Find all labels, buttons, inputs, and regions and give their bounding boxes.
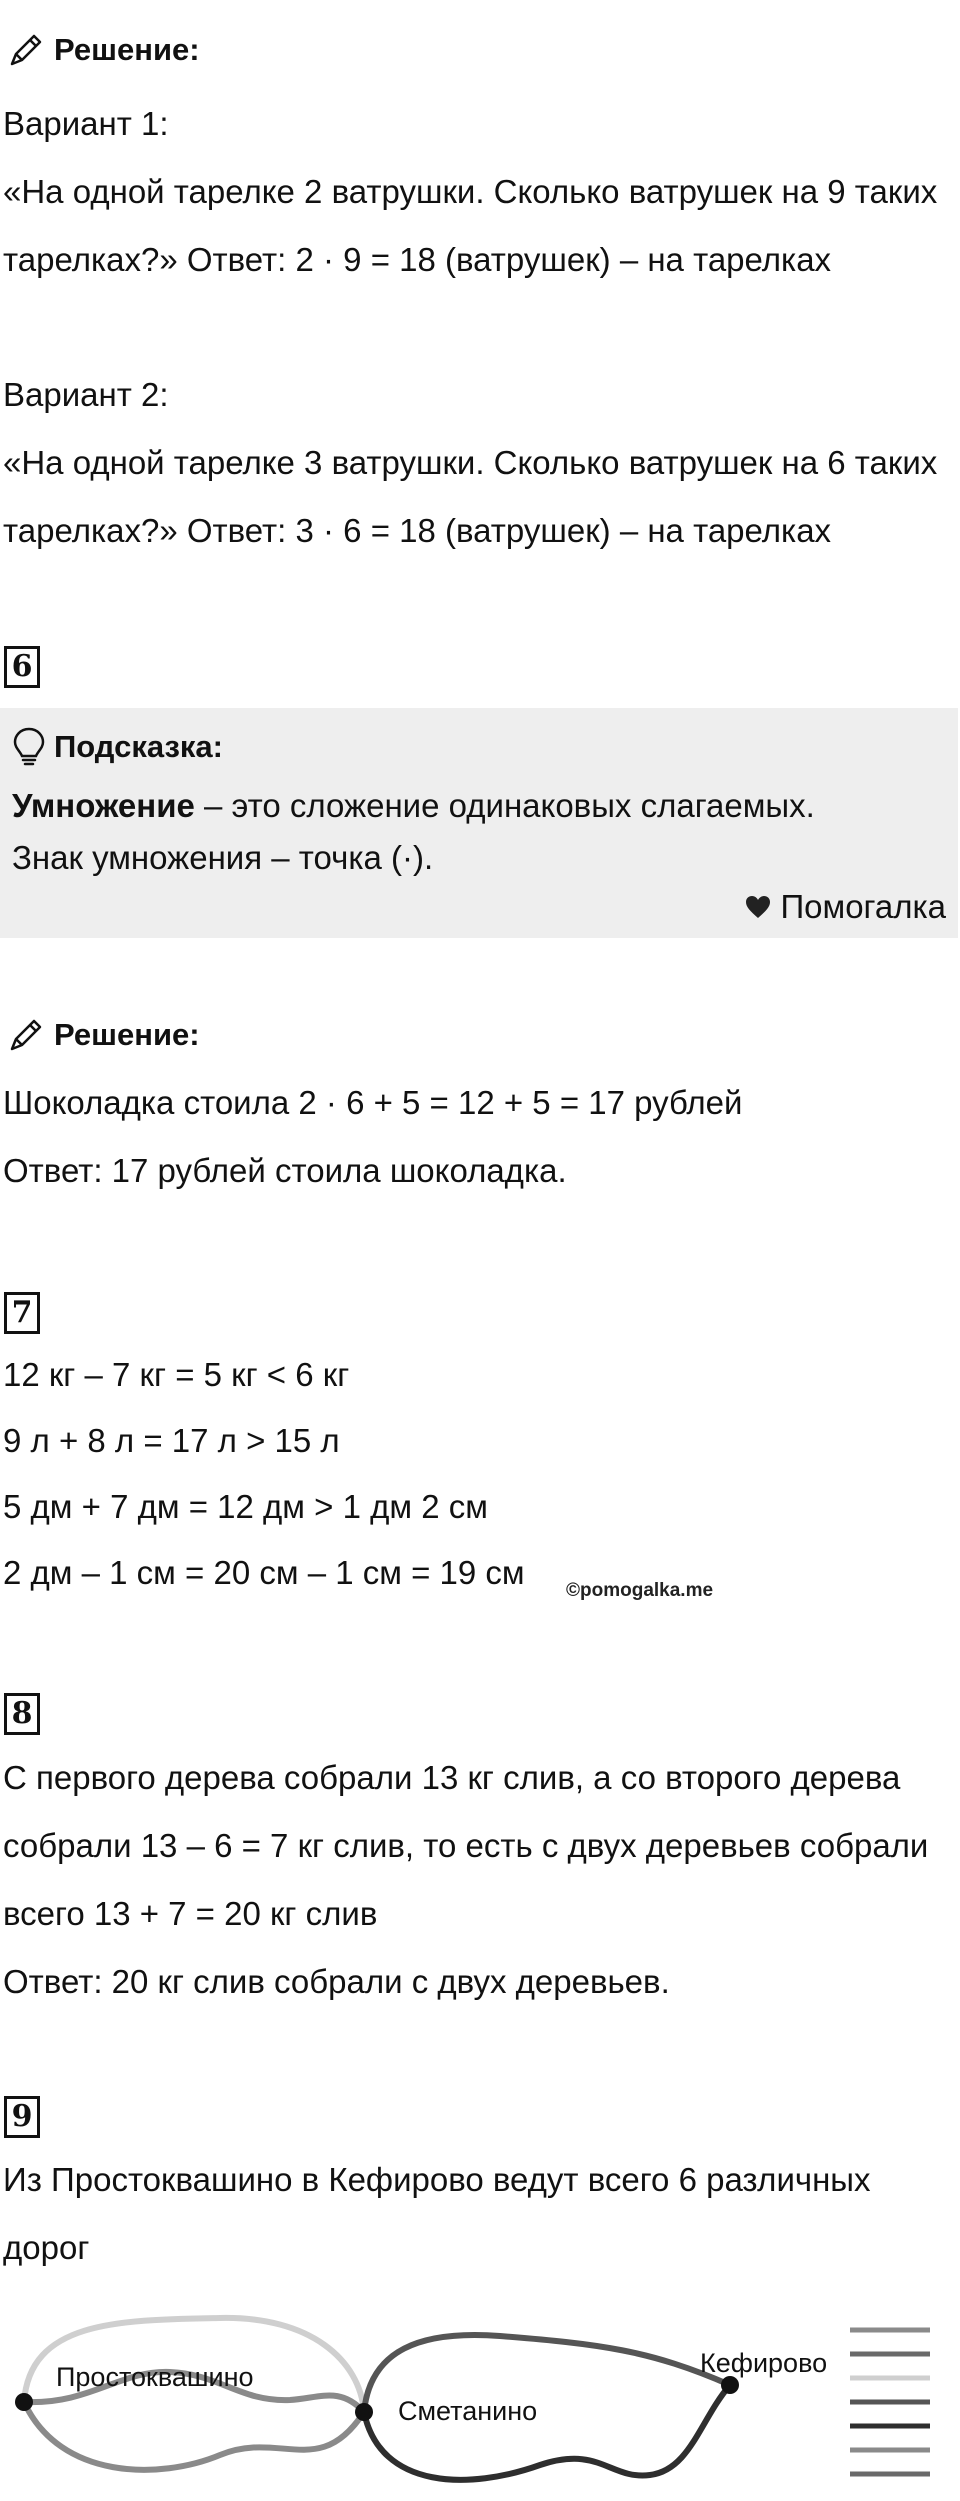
task6-solution-heading (6, 1015, 200, 1055)
task-number-6: 6 (4, 646, 40, 688)
task8-line1: С первого дерева собрали 13 кг слив, а со второго дерева (3, 1759, 901, 1796)
task-number-8: 8 (4, 1693, 40, 1735)
hint-box (0, 708, 958, 938)
task7-line3: 5 дм + 7 дм = 12 дм > 1 дм 2 см (3, 1488, 488, 1525)
hint-line2: Знак умножения – точка (·). (12, 839, 434, 876)
task7-line4: 2 дм – 1 см = 20 см – 1 см = 19 см (3, 1554, 525, 1591)
solution-label: Решение: (54, 32, 200, 67)
variant2-title: Вариант 2: (3, 376, 169, 413)
hint-definition (12, 786, 815, 826)
variant1-title: Вариант 1: (3, 105, 169, 142)
task7-line2: 9 л + 8 л = 17 л > 15 л (3, 1422, 340, 1459)
pencil-icon (6, 30, 46, 70)
task6-solution-label: Решение: (54, 1017, 200, 1052)
task8-line4: Ответ: 20 кг слив собрали с двух деревьев. (3, 1963, 670, 2000)
variant1-line2: тарелках?» Ответ: 2 · 9 = 18 (ватрушек) – на тарелках (3, 241, 832, 278)
hint-heading (12, 726, 223, 768)
hint-brand (744, 888, 946, 926)
variant1-line1: «На одной тарелке 2 ватрушки. Сколько ватрушек на 9 таких (3, 173, 938, 210)
town-label-b: Сметанино (398, 2396, 538, 2426)
roads-map-svg (0, 2290, 960, 2496)
variant2-line1: «На одной тарелке 3 ватрушки. Сколько ватрушек на 6 таких (3, 444, 938, 481)
hint-title: Подсказка: (54, 729, 223, 764)
task-number-9: 9 (4, 2096, 40, 2138)
task6-line1: Шоколадка стоила 2 · 6 + 5 = 12 + 5 = 17 рублей (3, 1084, 743, 1121)
task9-line2: дорог (3, 2229, 90, 2266)
watermark: ©pomogalka.me (566, 1580, 714, 1601)
route-legend (850, 2330, 930, 2474)
road-a-b-lower (24, 2402, 364, 2470)
hint-term: Умножение (12, 787, 195, 824)
solution-heading (6, 30, 200, 70)
task7-line1: 12 кг – 7 кг = 5 кг < 6 кг (3, 1356, 350, 1393)
town-label-a: Простоквашино (56, 2362, 254, 2392)
town-node-a (15, 2393, 33, 2411)
lightbulb-icon (12, 726, 46, 768)
task9-line1: Из Простоквашино в Кефирово ведут всего 6 различных (3, 2161, 871, 2198)
task6-line2: Ответ: 17 рублей стоила шоколадка. (3, 1152, 567, 1189)
roads-map (0, 2290, 960, 2496)
brand-label: Помогалка (780, 888, 946, 925)
town-node-b (355, 2403, 373, 2421)
pencil-icon (6, 1015, 46, 1055)
variant2-line2: тарелках?» Ответ: 3 · 6 = 18 (ватрушек) – на тарелках (3, 512, 832, 549)
task8-line3: всего 13 + 7 = 20 кг слив (3, 1895, 378, 1932)
town-label-c: Кефирово (700, 2348, 828, 2378)
heart-icon (744, 894, 772, 920)
task8-line2: собрали 13 – 6 = 7 кг слив, то есть с двух деревьев собрали (3, 1827, 929, 1864)
task-number-7: 7 (4, 1292, 40, 1334)
hint-definition-text: – это сложение одинаковых слагаемых. (194, 787, 815, 824)
